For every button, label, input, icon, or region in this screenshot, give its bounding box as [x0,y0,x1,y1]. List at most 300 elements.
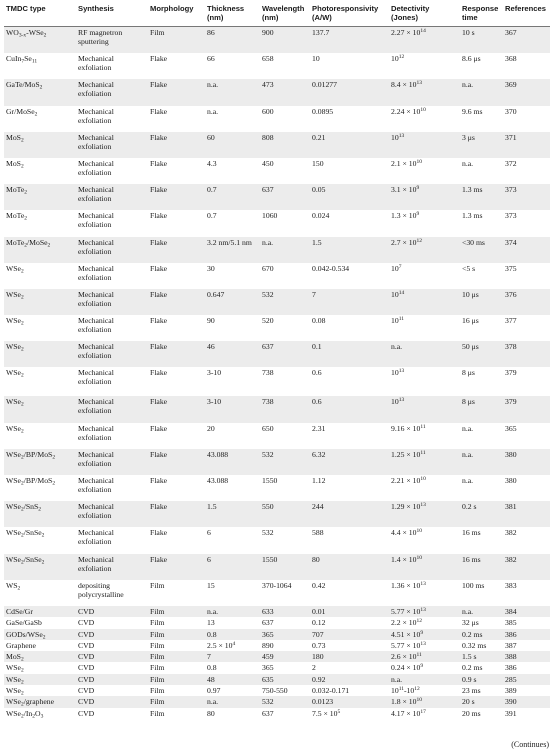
cell-morphology: Flake [148,396,205,422]
cell-detectivity: $4.17 \times 10^{17}$ [389,708,460,719]
cell-photoresponsivity: 0.42 [310,580,389,606]
cell-photoresponsivity: 0.0123 [310,696,389,707]
cell-thickness: 3-10 [205,367,260,396]
cell-tmdc-type: WSe$_2$/SnS$_2$ [4,501,76,527]
cell-reference: 367 [503,27,550,54]
cell-reference: 370 [503,106,550,132]
cell-morphology: Film [148,606,205,617]
cell-photoresponsivity: 0.01277 [310,79,389,105]
cell-photoresponsivity: 10 [310,53,389,79]
cell-response-time: 0.2 ms [460,629,503,640]
cell-response-time: 0.32 ms [460,640,503,651]
cell-thickness: 43.088 [205,449,260,475]
cell-thickness: 0.7 [205,184,260,210]
cell-photoresponsivity: 2.31 [310,423,389,449]
cell-detectivity: $1.29 \times 10^{13}$ [389,501,460,527]
cell-reference: 384 [503,606,550,617]
cell-response-time: 16 μs [460,315,503,341]
cell-wavelength: 670 [260,263,310,289]
cell-synthesis: CVD [76,617,148,628]
cell-morphology: Flake [148,501,205,527]
cell-thickness: 3-10 [205,396,260,422]
table-row [4,396,550,422]
cell-photoresponsivity: 0.024 [310,210,389,236]
cell-response-time: 8.6 μs [460,53,503,79]
cell-synthesis: CVD [76,685,148,696]
cell-tmdc-type: WSe$_2$ [4,367,76,396]
table-row [4,685,550,696]
table-row [4,289,550,315]
cell-reference: 372 [503,158,550,184]
cell-photoresponsivity: 0.12 [310,617,389,628]
cell-thickness: 13 [205,617,260,628]
cell-detectivity: $5.77 \times 10^{13}$ [389,640,460,651]
cell-reference: 385 [503,617,550,628]
cell-response-time: 20 s [460,696,503,707]
cell-detectivity: $2.6 \times 10^{11}$ [389,651,460,662]
cell-detectivity: $3.1 \times 10^9$ [389,184,460,210]
cell-tmdc-type: GaTe/MoS$_2$ [4,79,76,105]
cell-detectivity: $9.16 \times 10^{11}$ [389,423,460,449]
cell-synthesis: Mechanical exfoliation [76,449,148,475]
cell-photoresponsivity: 1.12 [310,475,389,501]
cell-synthesis: CVD [76,606,148,617]
cell-thickness: 0.8 [205,629,260,640]
cell-response-time: n.a. [460,606,503,617]
cell-wavelength: 450 [260,158,310,184]
cell-tmdc-type: GaSe/GaSb [4,617,76,628]
cell-synthesis: Mechanical exfoliation [76,341,148,367]
cell-photoresponsivity: 707 [310,629,389,640]
cell-morphology: Flake [148,367,205,396]
cell-detectivity: $10^{12}$ [389,53,460,79]
cell-morphology: Film [148,640,205,651]
cell-synthesis: CVD [76,651,148,662]
cell-detectivity: n.a. [389,341,460,367]
cell-morphology: Flake [148,53,205,79]
cell-response-time: 0.9 s [460,674,503,685]
cell-thickness: n.a. [205,79,260,105]
cell-synthesis: Mechanical exfoliation [76,423,148,449]
cell-tmdc-type: WSe$_2$/graphene [4,696,76,707]
cell-wavelength: 532 [260,527,310,553]
cell-photoresponsivity: 0.0895 [310,106,389,132]
header-photoresponsivity: Photoresponsivity (A/W) [310,2,389,27]
cell-synthesis: Mechanical exfoliation [76,501,148,527]
cell-morphology: Flake [148,341,205,367]
cell-morphology: Flake [148,475,205,501]
cell-thickness: n.a. [205,106,260,132]
header-synthesis: Synthesis [76,2,148,27]
cell-morphology: Film [148,27,205,54]
cell-reference: 386 [503,662,550,673]
header-thickness: Thickness (nm) [205,2,260,27]
cell-wavelength: 637 [260,184,310,210]
cell-response-time: 16 ms [460,527,503,553]
cell-tmdc-type: MoTe$_2$/MoSe$_2$ [4,237,76,263]
table-row [4,580,550,606]
cell-wavelength: n.a. [260,237,310,263]
cell-photoresponsivity: 0.73 [310,640,389,651]
table-row [4,315,550,341]
continues-label: (Continues) [511,740,549,749]
cell-photoresponsivity: 0.1 [310,341,389,367]
cell-synthesis: CVD [76,674,148,685]
cell-wavelength: 637 [260,341,310,367]
cell-synthesis: CVD [76,708,148,719]
cell-wavelength: 365 [260,662,310,673]
cell-wavelength: 738 [260,367,310,396]
cell-tmdc-type: MoS$_2$ [4,651,76,662]
table-row [4,640,550,651]
table-row [4,341,550,367]
cell-tmdc-type: WSe$_2$/BP/MoS$_2$ [4,449,76,475]
cell-reference: 390 [503,696,550,707]
cell-response-time: <5 s [460,263,503,289]
cell-wavelength: 1550 [260,475,310,501]
cell-synthesis: CVD [76,662,148,673]
cell-detectivity: $10^{11}-10^{12}$ [389,685,460,696]
cell-tmdc-type: $WSe_2/In_2O_3$ [4,708,76,719]
cell-wavelength: 1550 [260,554,310,580]
cell-synthesis: CVD [76,696,148,707]
cell-response-time: 9.6 ms [460,106,503,132]
cell-photoresponsivity: 150 [310,158,389,184]
cell-morphology: Film [148,685,205,696]
cell-detectivity: $1.8 \times 10^{10}$ [389,696,460,707]
cell-reference: 381 [503,501,550,527]
cell-photoresponsivity: 588 [310,527,389,553]
cell-reference: 389 [503,685,550,696]
table-row [4,708,550,719]
cell-photoresponsivity: 244 [310,501,389,527]
cell-photoresponsivity: $7.5 \times 10^5$ [310,708,389,719]
cell-morphology: Flake [148,106,205,132]
cell-morphology: Flake [148,289,205,315]
cell-reference: 388 [503,651,550,662]
table-row [4,696,550,707]
cell-tmdc-type: Graphene [4,640,76,651]
cell-synthesis: Mechanical exfoliation [76,554,148,580]
cell-reference: 376 [503,289,550,315]
cell-wavelength: 637 [260,617,310,628]
cell-tmdc-type: WSe$_2$ [4,315,76,341]
cell-wavelength: 658 [260,53,310,79]
cell-synthesis: Mechanical exfoliation [76,367,148,396]
cell-synthesis: Mechanical exfoliation [76,263,148,289]
cell-reference: 382 [503,527,550,553]
cell-photoresponsivity: 6.32 [310,449,389,475]
cell-response-time: n.a. [460,475,503,501]
cell-morphology: Film [148,662,205,673]
cell-morphology: Film [148,674,205,685]
cell-detectivity: $10^{13}$ [389,367,460,396]
cell-reference: 368 [503,53,550,79]
cell-response-time: 23 ms [460,685,503,696]
cell-tmdc-type: GODs/WSe$_2$ [4,629,76,640]
cell-morphology: Film [148,696,205,707]
table-row [4,367,550,396]
cell-tmdc-type: WSe$_2$/BP/MoS$_2$ [4,475,76,501]
cell-synthesis: Mechanical exfoliation [76,527,148,553]
cell-response-time: 20 ms [460,708,503,719]
cell-wavelength: 890 [260,640,310,651]
cell-photoresponsivity: 0.92 [310,674,389,685]
cell-response-time: 32 μs [460,617,503,628]
cell-morphology: Flake [148,315,205,341]
tmdc-photodetector-table [4,2,550,719]
cell-detectivity: $1.4 \times 10^{10}$ [389,554,460,580]
cell-tmdc-type: WSe$_2$/SnSe$_2$ [4,527,76,553]
cell-synthesis: Mechanical exfoliation [76,289,148,315]
cell-photoresponsivity: 0.08 [310,315,389,341]
cell-reference: 365 [503,423,550,449]
cell-detectivity: $2.2 \times 10^{12}$ [389,617,460,628]
cell-thickness: 0.97 [205,685,260,696]
cell-synthesis: CVD [76,629,148,640]
cell-wavelength: 633 [260,606,310,617]
cell-morphology: Flake [148,263,205,289]
cell-photoresponsivity: 0.042-0.534 [310,263,389,289]
cell-synthesis: depositing polycrystalline [76,580,148,606]
cell-thickness: 48 [205,674,260,685]
table-row [4,606,550,617]
cell-synthesis: Mechanical exfoliation [76,315,148,341]
cell-reference: 369 [503,79,550,105]
cell-reference: 380 [503,449,550,475]
cell-thickness: 66 [205,53,260,79]
cell-wavelength: 650 [260,423,310,449]
cell-photoresponsivity: 0.01 [310,606,389,617]
cell-response-time: 50 μs [460,341,503,367]
cell-reference: 383 [503,580,550,606]
cell-reference: 386 [503,629,550,640]
cell-wavelength: 637 [260,708,310,719]
cell-tmdc-type: $WS_2$ [4,580,76,606]
header-detectivity: Detectivity (Jones) [389,2,460,27]
cell-detectivity: $8.4 \times 10^{13}$ [389,79,460,105]
cell-morphology: Flake [148,158,205,184]
cell-response-time: 1.3 ms [460,210,503,236]
cell-reference: 379 [503,367,550,396]
cell-response-time: 3 μs [460,132,503,158]
table-row [4,527,550,553]
cell-morphology: Flake [148,184,205,210]
cell-response-time: 0.2 ms [460,662,503,673]
table-row [4,501,550,527]
cell-reference: 380 [503,475,550,501]
cell-reference: 391 [503,708,550,719]
cell-response-time: n.a. [460,158,503,184]
cell-thickness: 20 [205,423,260,449]
cell-wavelength: 635 [260,674,310,685]
cell-reference: 379 [503,396,550,422]
header-tmdc-type: TMDC type [4,2,76,27]
cell-morphology: Film [148,580,205,606]
cell-response-time: 100 ms [460,580,503,606]
cell-thickness: 86 [205,27,260,54]
table-row [4,651,550,662]
cell-detectivity: $10^{13}$ [389,132,460,158]
cell-response-time: 10 μs [460,289,503,315]
table-row [4,554,550,580]
cell-synthesis: RF magnetron sputtering [76,27,148,54]
cell-reference: 373 [503,210,550,236]
cell-synthesis: Mechanical exfoliation [76,475,148,501]
cell-thickness: 0.647 [205,289,260,315]
cell-morphology: Film [148,708,205,719]
cell-response-time: 8 μs [460,367,503,396]
cell-photoresponsivity: 0.21 [310,132,389,158]
cell-reference: 371 [503,132,550,158]
cell-wavelength: 473 [260,79,310,105]
cell-wavelength: 532 [260,289,310,315]
table-row [4,106,550,132]
table-row [4,184,550,210]
cell-detectivity: $2.1 \times 10^{10}$ [389,158,460,184]
cell-reference: 378 [503,341,550,367]
cell-wavelength: 520 [260,315,310,341]
cell-wavelength: 808 [260,132,310,158]
cell-thickness: 7 [205,651,260,662]
cell-thickness: $2.5 \times 10^4$ [205,640,260,651]
table-row [4,449,550,475]
cell-thickness: 60 [205,132,260,158]
table-row [4,423,550,449]
cell-reference: 377 [503,315,550,341]
cell-wavelength: 370-1064 [260,580,310,606]
cell-tmdc-type: MoS$_2$ [4,132,76,158]
table-body [4,27,550,719]
table-row [4,237,550,263]
cell-tmdc-type: WSe$_2$ [4,341,76,367]
table-row [4,158,550,184]
cell-detectivity: $10^{11}$ [389,315,460,341]
cell-tmdc-type: WSe$_2$/SnSe$_2$ [4,554,76,580]
cell-wavelength: 532 [260,449,310,475]
table-row [4,132,550,158]
cell-morphology: Film [148,617,205,628]
cell-wavelength: 900 [260,27,310,54]
cell-wavelength: 365 [260,629,310,640]
table-row [4,617,550,628]
cell-tmdc-type: CdSe/Gr [4,606,76,617]
cell-reference: 387 [503,640,550,651]
cell-detectivity: $1.25 \times 10^{11}$ [389,449,460,475]
header-references: References [503,2,550,27]
header-morphology: Morphology [148,2,205,27]
cell-detectivity: $2.24 \times 10^{10}$ [389,106,460,132]
cell-wavelength: 1060 [260,210,310,236]
cell-wavelength: 600 [260,106,310,132]
table-row [4,629,550,640]
cell-tmdc-type: MoTe$_2$ [4,184,76,210]
cell-morphology: Flake [148,527,205,553]
cell-detectivity: $2.21 \times 10^{10}$ [389,475,460,501]
cell-tmdc-type: WSe$_2$ [4,662,76,673]
cell-thickness: 90 [205,315,260,341]
header-row [4,2,550,27]
cell-response-time: 10 s [460,27,503,54]
cell-tmdc-type: WSe$_2$ [4,263,76,289]
cell-thickness: 6 [205,554,260,580]
cell-synthesis: Mechanical exfoliation [76,184,148,210]
cell-tmdc-type: WSe$_2$ [4,423,76,449]
cell-synthesis: Mechanical exfoliation [76,132,148,158]
cell-thickness: 15 [205,580,260,606]
cell-thickness: 3.2 nm/5.1 nm [205,237,260,263]
cell-tmdc-type: WSe$_2$ [4,396,76,422]
cell-detectivity: $1.36 \times 10^{13}$ [389,580,460,606]
cell-wavelength: 532 [260,696,310,707]
cell-detectivity: $2.27 \times 10^{14}$ [389,27,460,54]
table-row [4,79,550,105]
cell-synthesis: Mechanical exfoliation [76,106,148,132]
cell-response-time: n.a. [460,79,503,105]
cell-synthesis: Mechanical exfoliation [76,237,148,263]
cell-synthesis: CVD [76,640,148,651]
cell-detectivity: $0.24 \times 10^9$ [389,662,460,673]
cell-thickness: 80 [205,708,260,719]
cell-thickness: 30 [205,263,260,289]
cell-tmdc-type: MoS$_2$ [4,158,76,184]
cell-morphology: Flake [148,210,205,236]
cell-photoresponsivity: 0.6 [310,367,389,396]
cell-reference: 373 [503,184,550,210]
cell-detectivity: $5.77 \times 10^{13}$ [389,606,460,617]
cell-thickness: 46 [205,341,260,367]
cell-detectivity: $4.51 \times 10^9$ [389,629,460,640]
cell-response-time: n.a. [460,449,503,475]
cell-response-time: <30 ms [460,237,503,263]
cell-photoresponsivity: 1.5 [310,237,389,263]
cell-thickness: n.a. [205,696,260,707]
table-row [4,210,550,236]
header-wavelength: Wavelength (nm) [260,2,310,27]
cell-thickness: 4.3 [205,158,260,184]
table-row [4,662,550,673]
table-row [4,674,550,685]
cell-response-time: 16 ms [460,554,503,580]
cell-detectivity: $10^{14}$ [389,289,460,315]
cell-wavelength: 550 [260,501,310,527]
cell-synthesis: Mechanical exfoliation [76,79,148,105]
cell-thickness: 43.088 [205,475,260,501]
cell-photoresponsivity: 7 [310,289,389,315]
cell-photoresponsivity: 0.6 [310,396,389,422]
cell-wavelength: 750-550 [260,685,310,696]
cell-reference: 374 [503,237,550,263]
cell-tmdc-type: WSe$_2$ [4,289,76,315]
cell-photoresponsivity: 0.05 [310,184,389,210]
cell-morphology: Flake [148,554,205,580]
cell-synthesis: Mechanical exfoliation [76,53,148,79]
cell-reference: 375 [503,263,550,289]
cell-response-time: 1.5 s [460,651,503,662]
cell-synthesis: Mechanical exfoliation [76,396,148,422]
header-response-time: Response time [460,2,503,27]
cell-detectivity: $10^{13}$ [389,396,460,422]
table-row [4,263,550,289]
cell-morphology: Film [148,629,205,640]
table-row [4,53,550,79]
cell-tmdc-type: $CuIn_7Se_{11}$ [4,53,76,79]
cell-response-time: 8 μs [460,396,503,422]
cell-morphology: Flake [148,132,205,158]
cell-photoresponsivity: 0.032-0.171 [310,685,389,696]
cell-detectivity: $1.3 \times 10^9$ [389,210,460,236]
cell-tmdc-type: MoTe$_2$ [4,210,76,236]
